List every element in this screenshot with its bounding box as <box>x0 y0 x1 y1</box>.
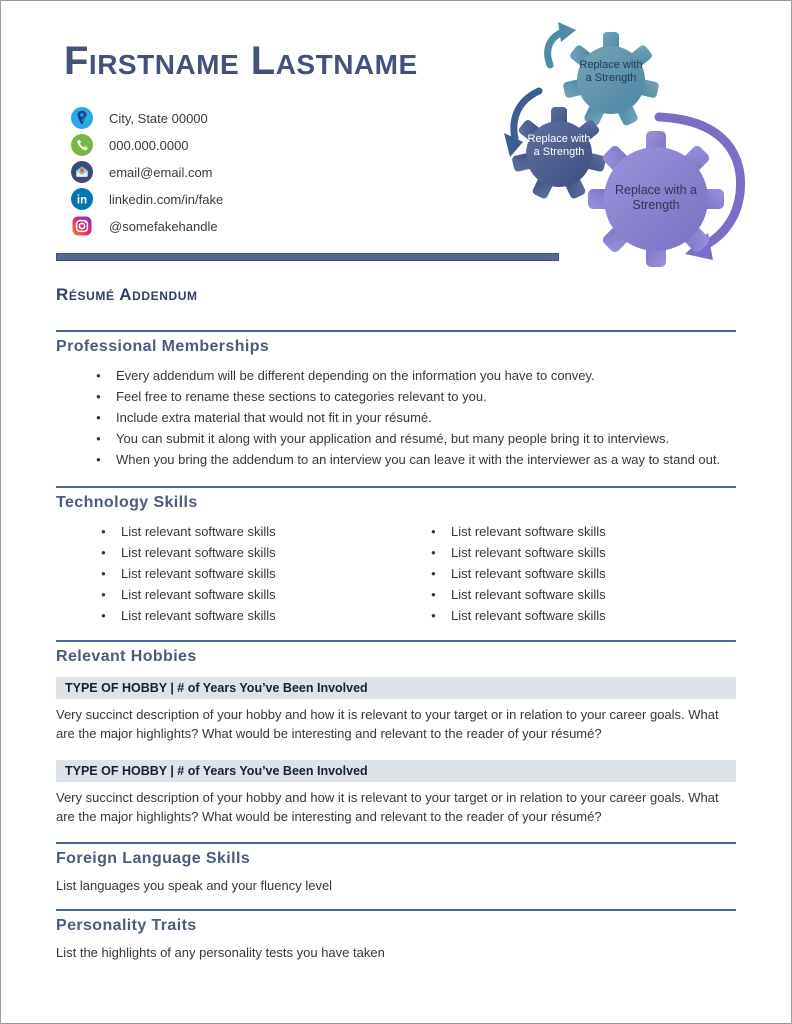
gear-top-label: Replace with a Strength <box>579 59 643 84</box>
section-heading: Foreign Language Skills <box>56 850 251 868</box>
bullet-item: ● List relevant software skills <box>101 563 396 584</box>
section-body-text: List languages you speak and your fluency level <box>56 878 333 894</box>
bullet-item: ● Feel free to rename these sections to categories relevant to you. <box>96 386 736 407</box>
svg-text:in: in <box>76 194 88 207</box>
hobby-header-bar: TYPE OF HOBBY | # of Years You’ve Been Involved <box>56 677 736 699</box>
linkedin-icon <box>71 188 93 210</box>
section-relevant-hobbies <box>56 640 736 826</box>
location-icon <box>71 107 93 129</box>
contact-text: @somefakehandle <box>109 218 218 234</box>
bullet-item: ● List relevant software skills <box>431 542 736 563</box>
section-foreign-language-skills <box>56 842 736 893</box>
bullet-item: ● Every addendum will be different depending on the information you have to convey. <box>96 365 736 386</box>
bullet-item: ● List relevant software skills <box>431 584 736 605</box>
gears-graphic <box>484 17 774 269</box>
contact-text: 000.000.0000 <box>109 137 189 153</box>
hobby-header-bar: TYPE OF HOBBY | # of Years You’ve Been Involved <box>56 760 736 782</box>
section-technology-skills <box>56 486 736 626</box>
tech-skills-column-2 <box>431 521 736 626</box>
phone-icon <box>71 134 93 156</box>
gear-middle-label: Replace with a Strength <box>527 133 591 158</box>
bullet-item: ● When you bring the addendum to an interview you can leave it with the interviewer as a way to stand out. <box>96 449 736 470</box>
tech-skills-grid <box>56 521 736 626</box>
gear-large-label: Replace with a Strength <box>615 183 697 212</box>
section-body-text: List the highlights of any personality tests you have taken <box>56 945 385 961</box>
contact-row-linkedin <box>71 188 223 210</box>
bullet-item: ● List relevant software skills <box>101 605 396 626</box>
contact-text: linkedin.com/in/fake <box>109 191 224 207</box>
document-body <box>1 285 791 960</box>
contact-row-location <box>71 107 223 129</box>
bullet-item: ● List relevant software skills <box>431 605 736 626</box>
contact-text: email@email.com <box>109 164 213 180</box>
email-icon <box>71 161 93 183</box>
section-heading: Relevant Hobbies <box>56 648 197 665</box>
contact-row-phone <box>71 134 223 156</box>
section-heading: Personality Traits <box>56 917 197 935</box>
hobby-description: Very succinct description of your hobby and how it is relevant to your target or in relation to your career goals. What are the major highlights? What would be interesting and relevant to the reader of your résumé? <box>56 707 719 741</box>
header-accent-bar <box>56 253 559 261</box>
section-personality-traits <box>56 909 736 960</box>
section-heading: Technology Skills <box>56 494 198 511</box>
tech-skills-column-1 <box>101 521 396 626</box>
bullet-item: ● Include extra material that would not fit in your résumé. <box>96 407 736 428</box>
hobby-entry <box>56 760 736 827</box>
contact-row-email <box>71 161 223 183</box>
page-header <box>1 1 791 269</box>
hobby-description: Very succinct description of your hobby and how it is relevant to your target or in relation to your career goals. What are the major highlights? What would be interesting and relevant to the reader of your résumé? <box>56 789 719 824</box>
person-name: Firstname Lastname <box>64 39 418 83</box>
bullet-list <box>96 365 736 470</box>
section-heading: Professional Memberships <box>56 338 270 355</box>
bullet-item: ● You can submit it along with your application and résumé, but many people bring it to interviews. <box>96 428 736 449</box>
contact-list <box>71 107 223 237</box>
contact-row-instagram <box>71 215 223 237</box>
hobby-entry <box>56 677 736 744</box>
document-title: Résumé Addendum <box>56 285 198 304</box>
bullet-item: ● List relevant software skills <box>431 563 736 584</box>
instagram-icon <box>71 215 93 237</box>
contact-text: City, State 00000 <box>109 110 208 126</box>
bullet-item: ● List relevant software skills <box>101 584 396 605</box>
bullet-item: ● List relevant software skills <box>431 521 736 542</box>
section-professional-memberships <box>56 330 736 470</box>
bullet-item: ● List relevant software skills <box>101 542 396 563</box>
bullet-item: ● List relevant software skills <box>101 521 396 542</box>
